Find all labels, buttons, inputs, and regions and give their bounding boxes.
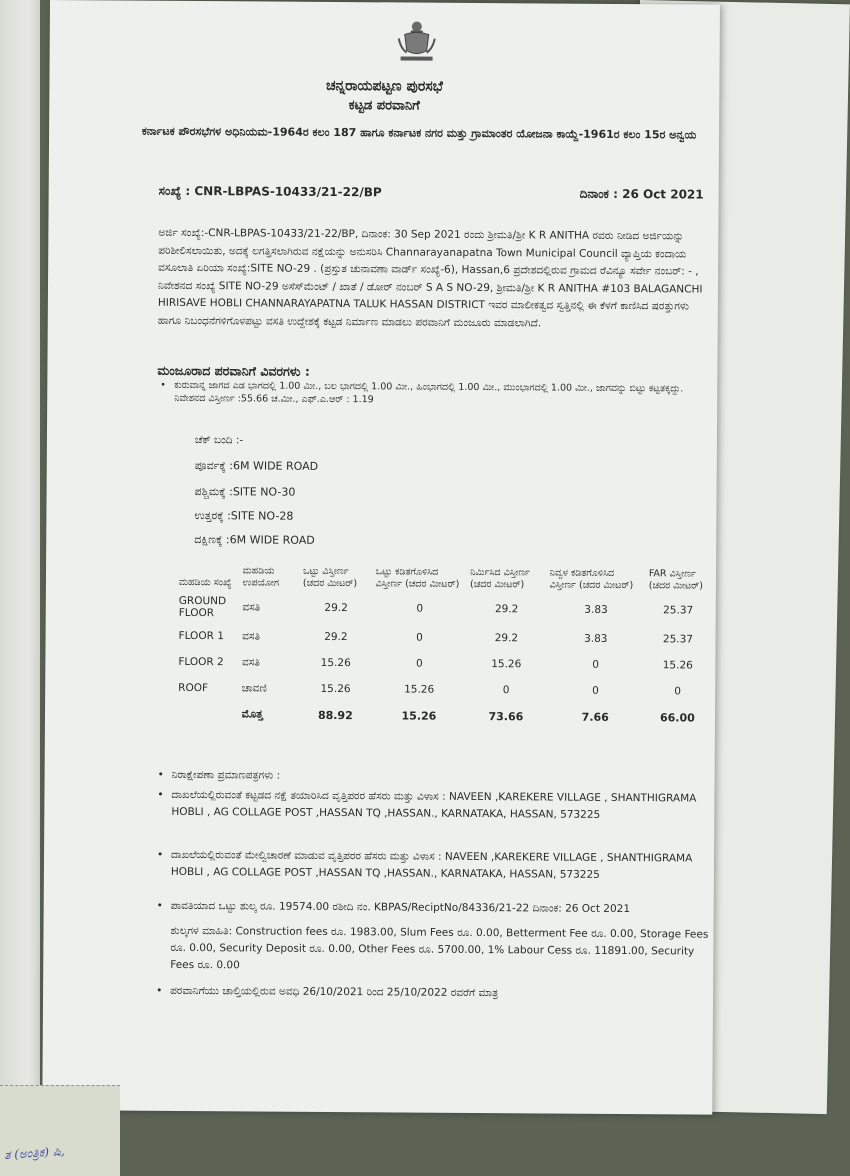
table-cell: 25.37	[662, 633, 694, 646]
table-cell: ವಸತಿ	[241, 655, 260, 668]
table-cell: GROUND FLOOR	[178, 594, 227, 620]
bullet-icon: •	[156, 899, 163, 912]
validity-bullet	[156, 983, 711, 1004]
setback-text: ಕುರುವಾನ್ನ ಜಾಗದ ಎಡ ಭಾಗದಲ್ಲಿ 1.00 ಮೀ., ಬಲ ಭಾಗದಲ್ಲಿ 1.00 ಮೀ., ಹಿಂಭಾಗದಲ್ಲಿ 1.00 ಮೀ., ಮುಂಭಾಗದಲ್ಲಿ 1.00 ಮೀ., ಜಾಗವನ್ನು ಬಿಟ್ಟು ಕಟ್ಟತಕ್ಕದ್ದು.	[174, 379, 684, 395]
act-reference: ಕರ್ನಾಟಕ ಪೌರಸಭೆಗಳ ಅಧಿನಿಯಮ-1964ರ ಕಲಂ 187 ಹಾಗೂ ಕರ್ನಾಟಕ ನಗರ ಮತ್ತು ಗ್ರಾಮಾಂತರ ಯೋಜನಾ ಕಾಯ್ದೆ-1961ರ ಕಲಂ 15ರ ಅನ್ವಯ	[141, 124, 697, 142]
council-title: ಚನ್ನರಾಯಪಟ್ಟಣ ಪುರಸಭೆ	[325, 77, 443, 95]
table-cell: 3.83	[584, 603, 608, 616]
architect-text: ದಾಖಲೆಯಲ್ಲಿರುವಂತೆ ಕಟ್ಟಡದ ನಕ್ಷೆ ತಯಾರಿಸಿದ ವೃತ್ತಿಪರರ ಹೆಸರು ಮತ್ತು ವಿಳಾಸ : NAVEEN ,KAREKERE VILLAGE , SHANTHIGRAMA HOBLI , AG COLLAGE POST ,HASSAN TQ ,HASSAN., KARNATAKA, HASSAN, 573225	[171, 788, 697, 821]
table-row	[175, 649, 710, 679]
receipt-note: ತ (ಅಂತ್ರಿಕ) ಷಿ,	[3, 1143, 66, 1163]
table-cell: 15.26	[662, 659, 693, 672]
bullet-icon: •	[157, 768, 164, 781]
table-cell: 15.26	[491, 658, 522, 671]
boundary-north: ಉತ್ತರಕ್ಕೆ :SITE NO-28	[194, 509, 294, 523]
total-cell: 15.26	[401, 708, 437, 723]
site-area-text: ನಿವೇಶನದ ವಿಸ್ತೀರ್ಣ :55.66 ಚ.ಮೀ., ಎಫ್.ಎ.ಆರ್ : 1.19	[174, 392, 374, 406]
setback-bullet	[160, 379, 705, 409]
col-floor-number: ಮಹಡಿಯ ಸಂಖ್ಯೆ	[178, 576, 232, 589]
col-net-deducted: ನಿವ್ವಳ ಕಡಿತಗೊಳಿಸಿದ ವಿಸ್ತೀರ್ಣ (ಚದರ ಮೀಟರ್)	[549, 567, 634, 592]
table-cell: 29.2	[324, 601, 348, 615]
table-cell: 0	[416, 631, 423, 644]
table-cell: 29.2	[324, 630, 348, 644]
boundary-south: ದಕ್ಷಿಣಕ್ಕೆ :6M WIDE ROAD	[194, 533, 315, 547]
state-emblem-icon	[395, 20, 439, 62]
document-title: ಕಟ್ಟಡ ಪರವಾನಿಗೆ	[348, 98, 420, 114]
approved-details-heading: ಮಂಜೂರಾದ ಪರವಾನಿಗೆ ವಿವರಗಳು :	[157, 362, 310, 379]
table-cell: 0	[502, 684, 510, 697]
architect-bullet	[157, 787, 712, 825]
table-cell: ವಸತಿ	[242, 629, 261, 642]
binding-strip	[0, 0, 40, 1100]
table-cell: 15.26	[404, 683, 435, 696]
body-paragraph: ಅರ್ಜಿ ಸಂಖ್ಯೆ:-CNR-LBPAS-10433/21-22/BP, ದಿನಾಂಕ: 30 Sep 2021 ರಂದು ಶ್ರೀಮತಿ/ಶ್ರೀ K R ANITHA ರವರು ನೀಡಿದ ಅರ್ಜಿಯನ್ನು ಪರಿಶೀಲಿಸಲಾಯಿತು, ಅದಕ್ಕೆ ಲಗತ್ತಿಸಲಾಗಿರುವ ನಕ್ಷೆಯನ್ನು ಅನುಸರಿಸಿ Channarayanapatna Town Municipal Council ವ್ಯಾಪ್ತಿಯ ಕಂದಾಯ ವಸೂಲಾತಿ ಏರಿಯಾ ಸಂಖ್ಯೆ:SITE NO-29 . (ಪ್ರಸ್ತುತ ಚುನಾವಣಾ ವಾರ್ಡ್ ಸಂಖ್ಯೆ-6), Hassan,6 ಪ್ರದೇಶದಲ್ಲಿರುವ ಗ್ರಾಮದ ರೆವಿನ್ಯೂ ಸರ್ವೇ ನಂಬರ್: - , ನಿವೇಶನದ ಸಂಖ್ಯೆ SITE NO-29 ಅಸೆಸ್‌ಮೆಂಟ್ / ಖಾತೆ / ಡೋರ್ ನಂಬರ್ S A S NO-29, ಶ್ರೀಮತಿ/ಶ್ರೀ K R ANITHA #103 BALAGANCHI HIRISAVE HOBLI CHANNARAYAPATNA TALUK HASSAN DISTRICT ಇವರ ಮಾಲೀಕತ್ವದ ಸ್ವತ್ತಿನಲ್ಲಿ ಈ ಕೆಳಗೆ ಕಾಣಿಸಿದ ಷರತ್ತುಗಳು ಹಾಗೂ ನಿಬಂಧನೆಗಳಿಗೊಳಪಟ್ಟು ವಸತಿ ಉದ್ದೇಶಕ್ಕೆ ಕಟ್ಟಡ ನಿರ್ಮಾಣ ಮಾಡಲು ಪರವಾನಿಗೆ ಮಂಜೂರು ಮಾಡಲಾಗಿದೆ.	[157, 226, 703, 329]
reference-number: ಸಂಖ್ಯೆ : CNR-LBPAS-10433/21-22/BP	[158, 183, 382, 200]
table-cell	[175, 701, 239, 727]
col-built-area: ನಿರ್ಮಿಸಿದ ವಿಸ್ತೀರ್ಣ (ಚದರ ಮೀಟರ್)	[470, 566, 531, 591]
fee-bullet	[156, 898, 712, 978]
table-cell: ಚಾವಣಿ	[241, 681, 267, 695]
reference-row	[159, 184, 704, 203]
col-deducted-area: ಒಟ್ಟು ಕಡಿತಗೊಳಿಸಿದ ವಿಸ್ತೀರ್ಣ (ಚದರ ಮೀಟರ್)	[375, 566, 460, 590]
boundary-east: ಪೂರ್ವಕ್ಕೆ :6M WIDE ROAD	[194, 459, 319, 473]
check-bandi-label: ಚೆಕ್ ಬಂದಿ :-	[194, 434, 244, 447]
floor-area-table	[175, 563, 711, 731]
table-cell: 3.83	[584, 632, 608, 645]
supervisor-text: ದಾಖಲೆಯಲ್ಲಿರುವಂತೆ ಮೇಲ್ವಿಚಾರಣೆ ಮಾಡುವ ವೃತ್ತಿಪರರ ಹೆಸರು ಮತ್ತು ವಿಳಾಸ : NAVEEN ,KAREKERE VILLAGE , SHANTHIGRAMA HOBLI , AG COLLAGE POST ,HASSAN TQ ,HASSAN., KARNATAKA, HASSAN, 573225	[170, 848, 693, 881]
table-cell: 15.26	[320, 656, 351, 670]
table-cell: FLOOR 2	[178, 655, 224, 669]
bullet-icon: •	[157, 788, 164, 801]
total-cell: 66.00	[659, 710, 695, 725]
bullet-icon: •	[160, 379, 166, 391]
receipt-strip	[0, 1085, 120, 1176]
table-cell: 29.2	[494, 632, 519, 645]
supervisor-bullet	[157, 847, 712, 885]
table-cell: 15.26	[320, 682, 351, 696]
col-floor-use: ಮಹಡಿಯ ಉಪಯೋಗ	[242, 565, 280, 589]
table-cell: 0	[592, 658, 600, 671]
table-cell: FLOOR 1	[178, 629, 224, 643]
table-row	[175, 675, 710, 705]
validity-text: ಪರವಾನಿಗೆಯು ಚಾಲ್ತಿಯಲ್ಲಿರುವ ಅವಧಿ 26/10/2021 ರಿಂದ 25/10/2022 ರವರೆಗೆ ಮಾತ್ರ	[170, 984, 499, 1000]
col-far-area: FAR ವಿಸ್ತೀರ್ಣ (ಚದರ ಮೀಟರ್)	[648, 568, 704, 592]
table-total-row	[175, 701, 710, 731]
noc-bullet	[158, 767, 713, 788]
total-cell: 73.66	[488, 709, 524, 723]
permit-sheet	[42, 0, 720, 1115]
table-cell: 0	[415, 657, 423, 670]
table-row	[176, 591, 711, 627]
col-total-area: ಒಟ್ಟು ವಿಸ್ತೀರ್ಣ (ಚದರ ಮೀಟರ್)	[302, 565, 358, 590]
table-cell: ROOF	[178, 681, 209, 695]
table-cell: 0	[592, 684, 599, 697]
table-cell: 25.37	[663, 604, 694, 617]
bullet-icon: •	[156, 984, 163, 997]
total-cell: 88.92	[317, 708, 353, 722]
table-cell: 29.2	[494, 603, 519, 616]
boundary-west: ಪಶ್ಚಿಮಕ್ಕೆ :SITE NO-30	[194, 485, 296, 499]
table-cell: 0	[416, 602, 424, 615]
table-cell: 0	[674, 685, 681, 698]
total-label: ಮೊತ್ತ	[241, 707, 263, 721]
fee-details-text: ಶುಲ್ಕಗಳ ಮಾಹಿತಿ: Construction fees ರೂ. 1983.00, Slum Fees ರೂ. 0.00, Betterment Fee ರೂ. 0.00, Storage Fees ರೂ. 0.00, Security Deposit ರೂ. 0.00, Other Fees ರೂ. 5700.00, 1% Labour Cess ರೂ. 11891.00, Security Fees ರೂ. 0.00	[170, 924, 709, 972]
total-cell: 7.66	[581, 710, 609, 724]
table-header-row	[176, 563, 711, 595]
issue-date: ದಿನಾಂಕ : 26 Oct 2021	[579, 186, 704, 202]
bullet-icon: •	[156, 848, 164, 861]
noc-text: ನಿರಾಕ್ಷೇಪಣಾ ಪ್ರಮಾಣಪತ್ರಗಳು :	[171, 768, 281, 782]
table-row	[175, 623, 710, 653]
fee-paid-text: ಪಾವತಿಯಾದ ಒಟ್ಟು ಶುಲ್ಕ ರೂ. 19574.00 ರಶೀದಿ ನಂ. KBPAS/ReciptNo/84336/21-22 ದಿನಾಂಕ: 26 Oct 2021	[170, 899, 631, 916]
table-cell: ವಸತಿ	[242, 600, 261, 613]
